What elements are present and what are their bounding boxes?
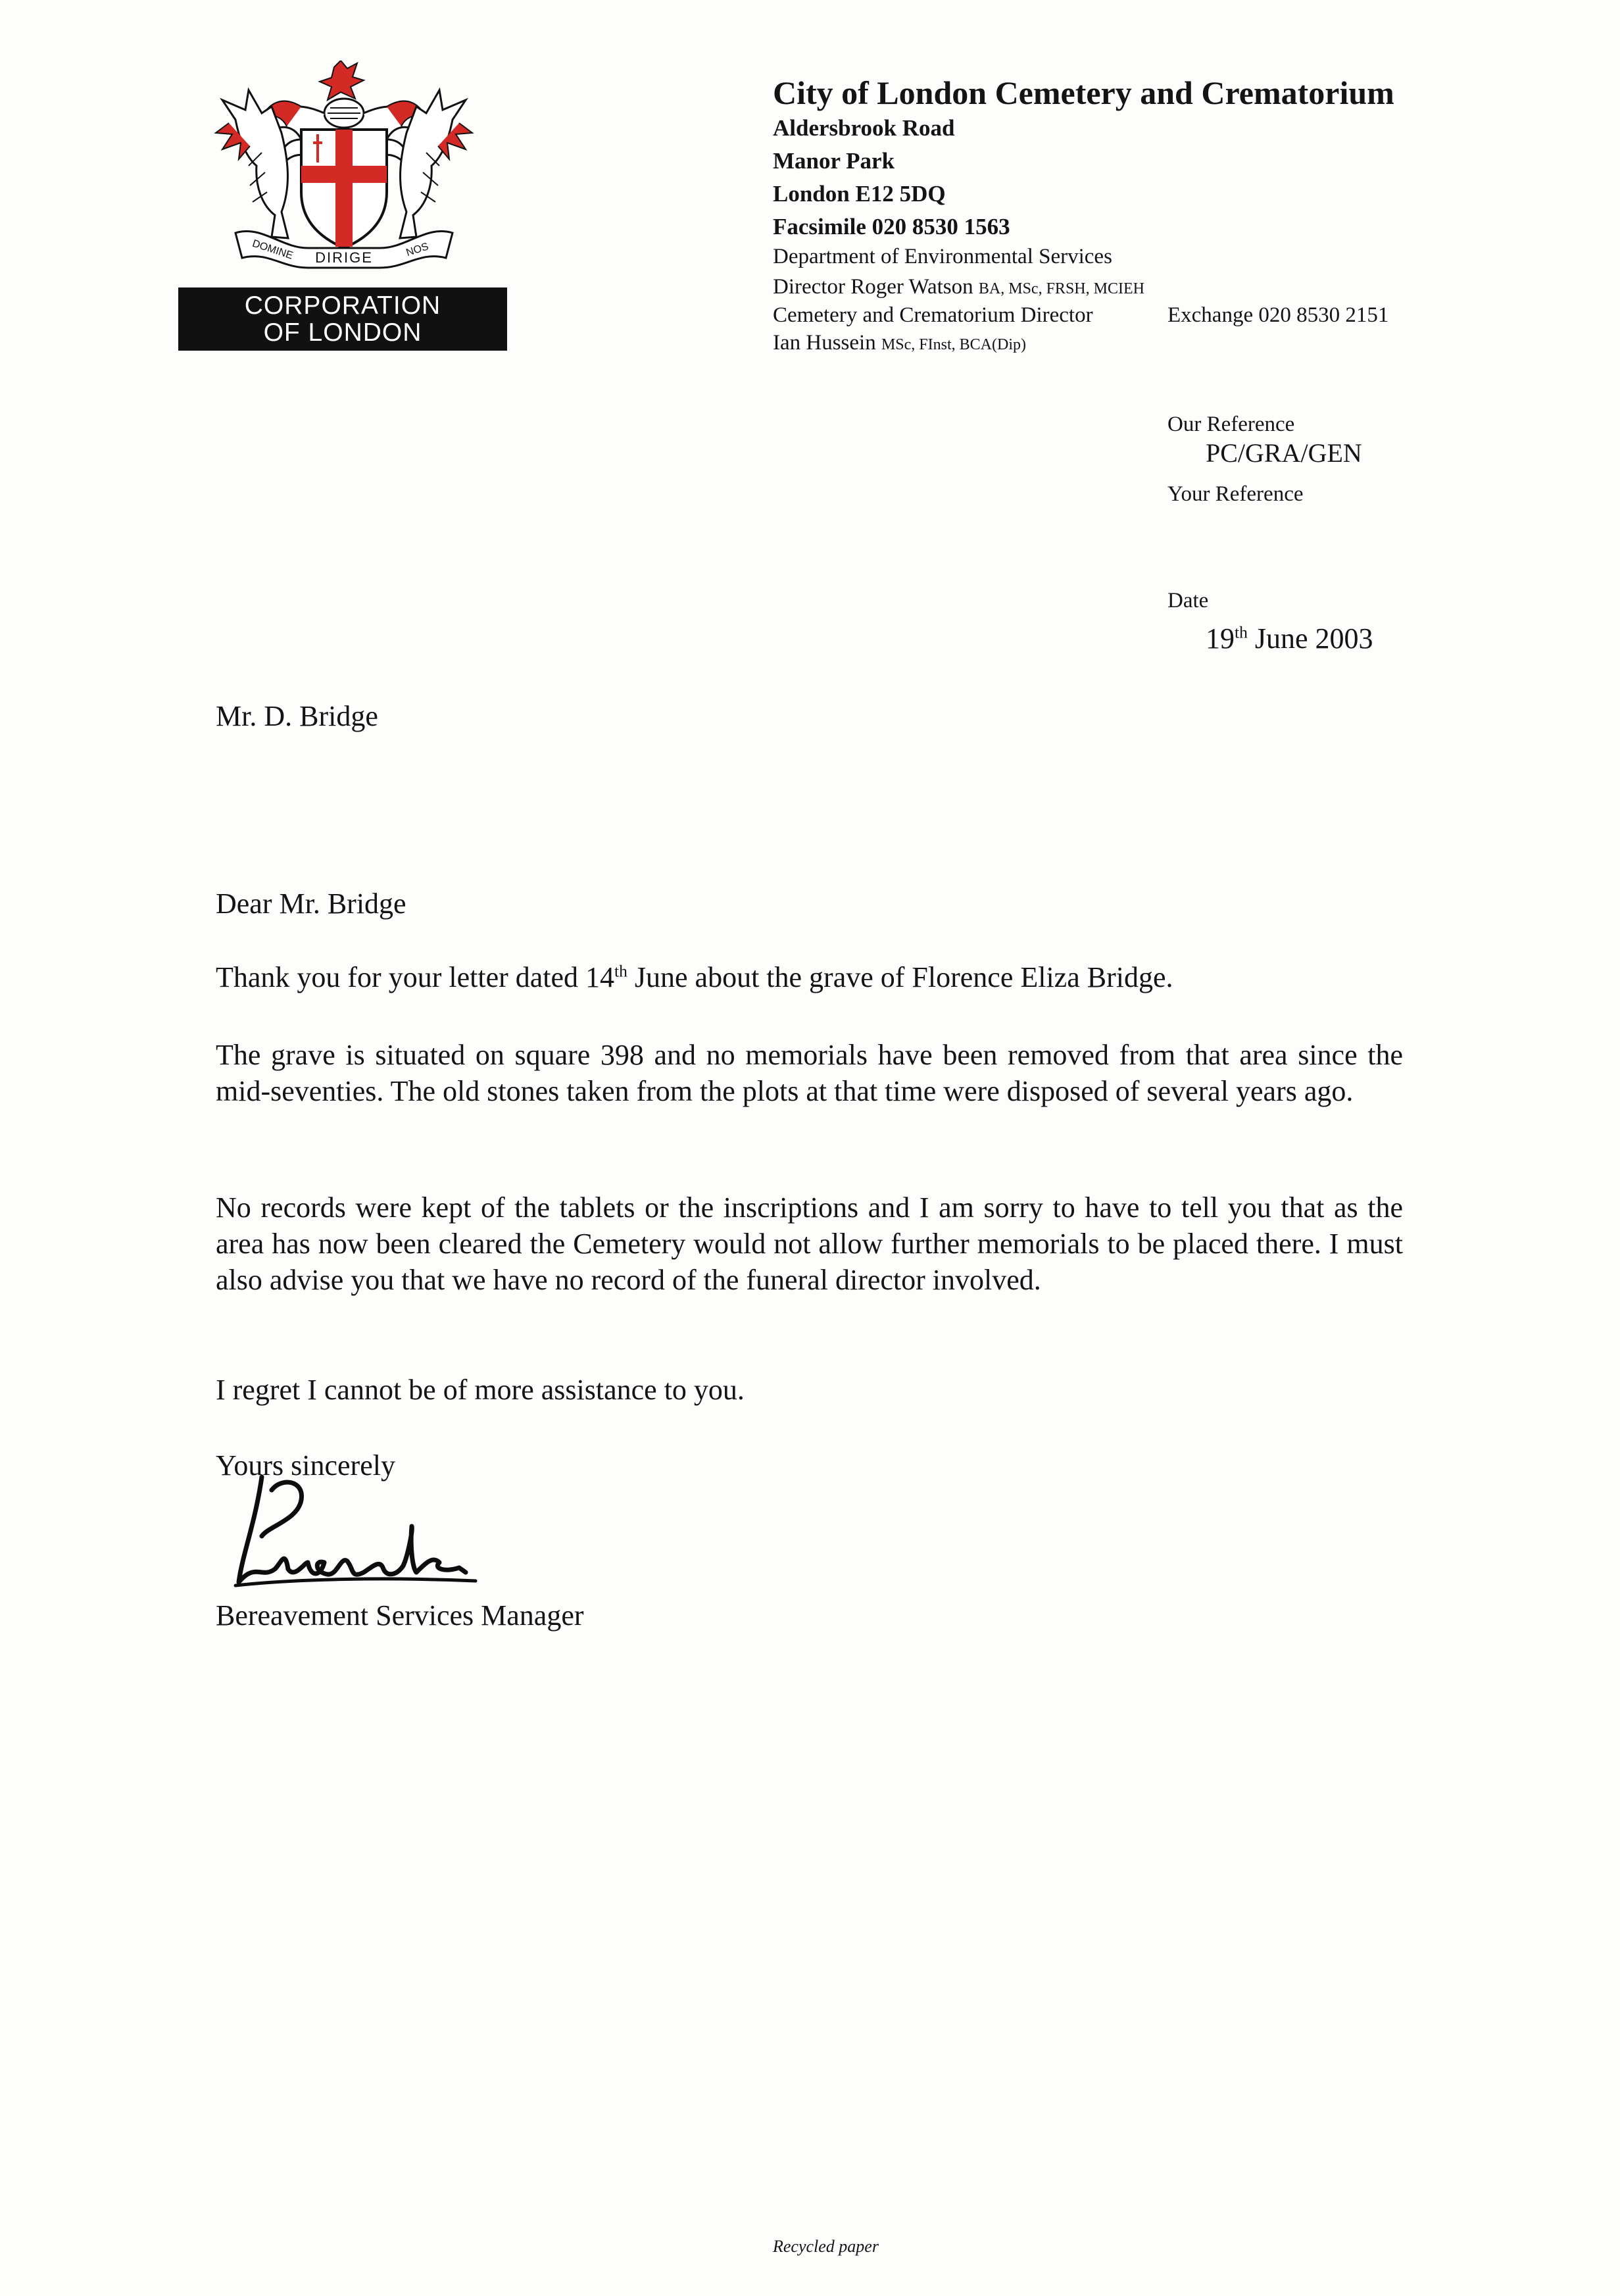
crest-graphic (209, 61, 479, 287)
organisation-name: City of London Cemetery and Crematorium (773, 74, 1394, 111)
date-day: 19 (1206, 622, 1235, 655)
paragraph-1 (216, 961, 1403, 994)
director-line (773, 275, 1144, 299)
recipient-name: Mr. D. Bridge (216, 700, 378, 732)
date-month-year: June 2003 (1247, 622, 1373, 655)
recycled-paper-note: Recycled paper (773, 2237, 879, 2256)
motto-center-text: DIRIGE (315, 249, 373, 266)
date-label: Date (1167, 589, 1209, 612)
corporation-line2: OF LONDON (263, 318, 422, 347)
svg-text:DOMINE: DOMINE (251, 237, 295, 262)
salutation: Dear Mr. Bridge (216, 887, 406, 920)
paragraph-1-start: Thank you for your letter dated 14 (216, 961, 615, 993)
svg-text:NOS: NOS (405, 241, 430, 259)
corporation-crest-logo (209, 61, 479, 287)
paragraph-4: I regret I cannot be of more assistance to you. (216, 1374, 745, 1406)
address-line-2: Manor Park (773, 148, 895, 174)
handwritten-signature (216, 1464, 545, 1605)
closing: Yours sincerely (216, 1449, 395, 1482)
your-reference-label: Your Reference (1167, 482, 1304, 506)
corporation-of-london-label (178, 287, 507, 351)
letter-date (1206, 622, 1373, 655)
paragraph-2: The grave is situated on square 398 and no memorials have been removed from that area since the mid-seventies. The old stones taken from the plots at that time were disposed of several years ago. (216, 1039, 1403, 1107)
cemetery-director-name: Ian Hussein (773, 331, 876, 355)
director-qualifications: BA, MSc, FRSH, MCIEH (978, 280, 1144, 297)
paragraph-1-end: June about the grave of Florence Eliza Bridge. (627, 961, 1173, 993)
cemetery-director-title: Cemetery and Crematorium Director (773, 303, 1093, 327)
date-suffix: th (1235, 622, 1248, 642)
exchange-number: Exchange 020 8530 2151 (1167, 303, 1389, 327)
address-line-1: Aldersbrook Road (773, 115, 955, 141)
paragraph-3: No records were kept of the tablets or the inscriptions and I am sorry to have to tell you that as the area has now been cleared the Cemetery would not allow further memorials to be placed there. I must also advise you that we have no record of the funeral director involved. (216, 1191, 1403, 1296)
department-name: Department of Environmental Services (773, 245, 1112, 268)
facsimile-number: Facsimile 020 8530 1563 (773, 214, 1010, 239)
address-line-3: London E12 5DQ (773, 181, 946, 207)
our-reference-label: Our Reference (1167, 412, 1295, 436)
cemetery-director-line (773, 331, 1026, 355)
our-reference-value: PC/GRA/GEN (1206, 438, 1362, 468)
paragraph-1-ordinal: th (614, 961, 627, 981)
cemetery-director-qualifications: MSc, FInst, BCA(Dip) (881, 336, 1026, 353)
corporation-line1: CORPORATION (244, 291, 441, 320)
director-name: Director Roger Watson (773, 275, 973, 299)
signer-title: Bereavement Services Manager (216, 1599, 584, 1632)
signature-graphic (216, 1464, 545, 1605)
